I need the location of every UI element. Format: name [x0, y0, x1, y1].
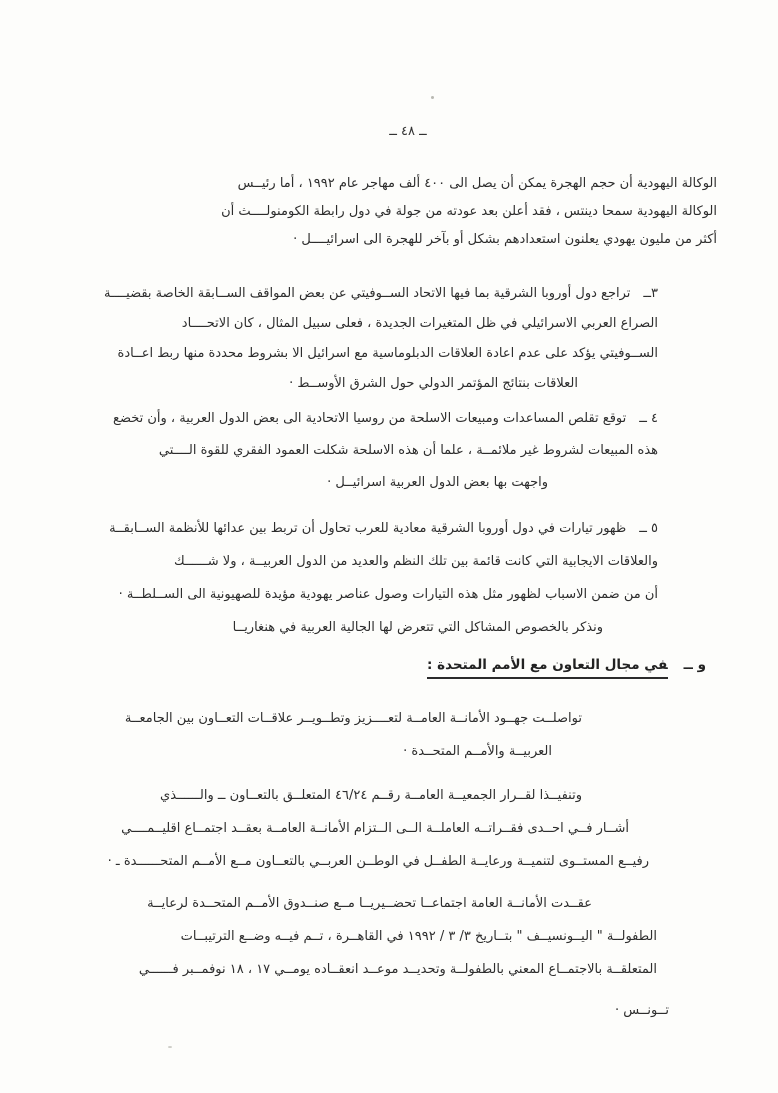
paragraph-line: المتعلقــة بالاجتمــاع المعني بالطفولــة وتحديــد موعــد انعقــاده يومــي ١٧ ، ١٨ نوفمــبر فــــــي: [138, 962, 657, 977]
section-heading: [427, 657, 706, 673]
item-first-line: [70, 279, 658, 309]
paragraph-line: أشــار فــي احــدى فقــراتــه العاملــة الــى الــتزام الأمانــة العامــة بعقــد اجتمــاع اقليــمــــي: [121, 821, 629, 836]
paragraph-line: تواصلــت جهــود الأمانــة العامــة لتعــــزيز وتطــويــر علاقــات التعــاون بين الجامعــة: [124, 711, 582, 726]
intro-paragraph: [50, 170, 717, 254]
scan-artifact: [431, 96, 434, 99]
item-line: هذه المبيعات لشروط غير ملائمــة ، علما أن هذه الاسلحة شكلت العمود الفقري للقوة الــــتي: [158, 443, 658, 458]
paragraph-line: العربيــة والأمــم المتحــدة ·: [403, 744, 552, 759]
item-line: الصراع العربي الاسرائيلي في ظل المتغيرات الجديدة ، فعلى سبيل المثال ، كان الاتحــــاد: [181, 316, 658, 331]
paragraph-line: تــونــس ·: [614, 1003, 669, 1018]
paragraph-line: الوكالة اليهودية أن حجم الهجرة يمكن أن يصل الى ٤٠٠ ألف مهاجر عام ١٩٩٢ ، أما رئيــس: [237, 176, 717, 191]
numbered-item-4: [70, 403, 658, 499]
paragraph-line: الوكالة اليهودية سمحا دينتس ، فقد أعلن بعد عودته من جولة في دول رابطة الكومنولــــث أن: [221, 204, 717, 219]
numbered-item-3: [70, 279, 658, 399]
item-number: ٤ ــ: [639, 411, 658, 426]
item-text: تراجع دول أوروبا الشرقية بما فيها الاتحاد الســوفيتي عن بعض المواقف الســابقة الخاصة بقضيــــة: [103, 286, 631, 301]
page-number: ــ ٤٨ ــ: [389, 124, 427, 139]
scan-artifact: [168, 1046, 172, 1048]
paragraph-line: الطفولــة " اليــونسيــف " بتــاريخ ٣/ ٣ / ١٩٩٢ في القاهــرة ، تــم فيــه وضــع الترتيبــات: [180, 929, 657, 944]
unicef-paragraph: [70, 887, 717, 1027]
item-first-line: [70, 403, 658, 435]
cooperation-paragraph: [70, 702, 717, 768]
item-number: ٥ ــ: [639, 521, 658, 536]
item-first-line: [70, 512, 658, 545]
item-text: توقع تقلص المساعدات ومبيعات الاسلحة من روسيا الاتحادية الى بعض الدول العربية ، وأن تخضع: [113, 411, 627, 426]
section-letter: و ــ: [683, 657, 706, 673]
paragraph-line: وتنفيــذا لقــرار الجمعيــة العامــة رقــم ٤٦/٢٤ المتعلــق بالتعــاون ــ والــــــذي: [160, 788, 582, 803]
section-title: في مجال التعاون مع الأمم المتحدة :: [427, 657, 668, 679]
item-line: أن من ضمن الاسباب لظهور مثل هذه التيارات وصول عناصر يهودية مؤيدة للصهيونية الى الســلطــة ·: [118, 587, 658, 602]
item-line: ونذكر بالخصوص المشاكل التي تتعرض لها الجالية العربية في هنغاريــا: [232, 620, 603, 635]
item-line: واجهت بها بعض الدول العربية اسرائيــل ·: [327, 475, 548, 490]
item-text: ظهور تيارات في دول أوروبا الشرقية معادية للعرب تحاول أن تربط بين عدائها للأنظمة الســابقــة: [109, 521, 627, 536]
item-line: العلاقات بنتائج المؤتمر الدولي حول الشرق الأوســط ·: [289, 376, 578, 391]
paragraph-line: رفيــع المستــوى لتنميــة ورعايــة الطفــل في الوطــن العربــي بالتعــاون مــع الأمــم المتحــــــدة ـ ·: [107, 854, 649, 869]
numbered-item-5: [70, 512, 658, 644]
item-number: ٣ــ: [643, 286, 658, 301]
paragraph-line: أكثر من مليون يهودي يعلنون استعدادهم بشكل أو بآخر للهجرة الى اسرائيــــل ·: [293, 232, 717, 247]
item-line: والعلاقات الايجابية التي كانت قائمة بين تلك النظم والعديد من الدول العربيــة ، ولا شــــــك: [173, 554, 658, 569]
item-line: الســوفيتي يؤكد على عدم اعادة العلاقات الدبلوماسية مع اسرائيل الا بشروط محددة منها ربط اعــادة: [117, 346, 658, 361]
paragraph-line: عقــدت الأمانــة العامة اجتماعــا تحضــيريــا مــع صنــدوق الأمــم المتحــدة لرعايــة: [147, 896, 592, 911]
resolution-paragraph: [70, 779, 717, 878]
